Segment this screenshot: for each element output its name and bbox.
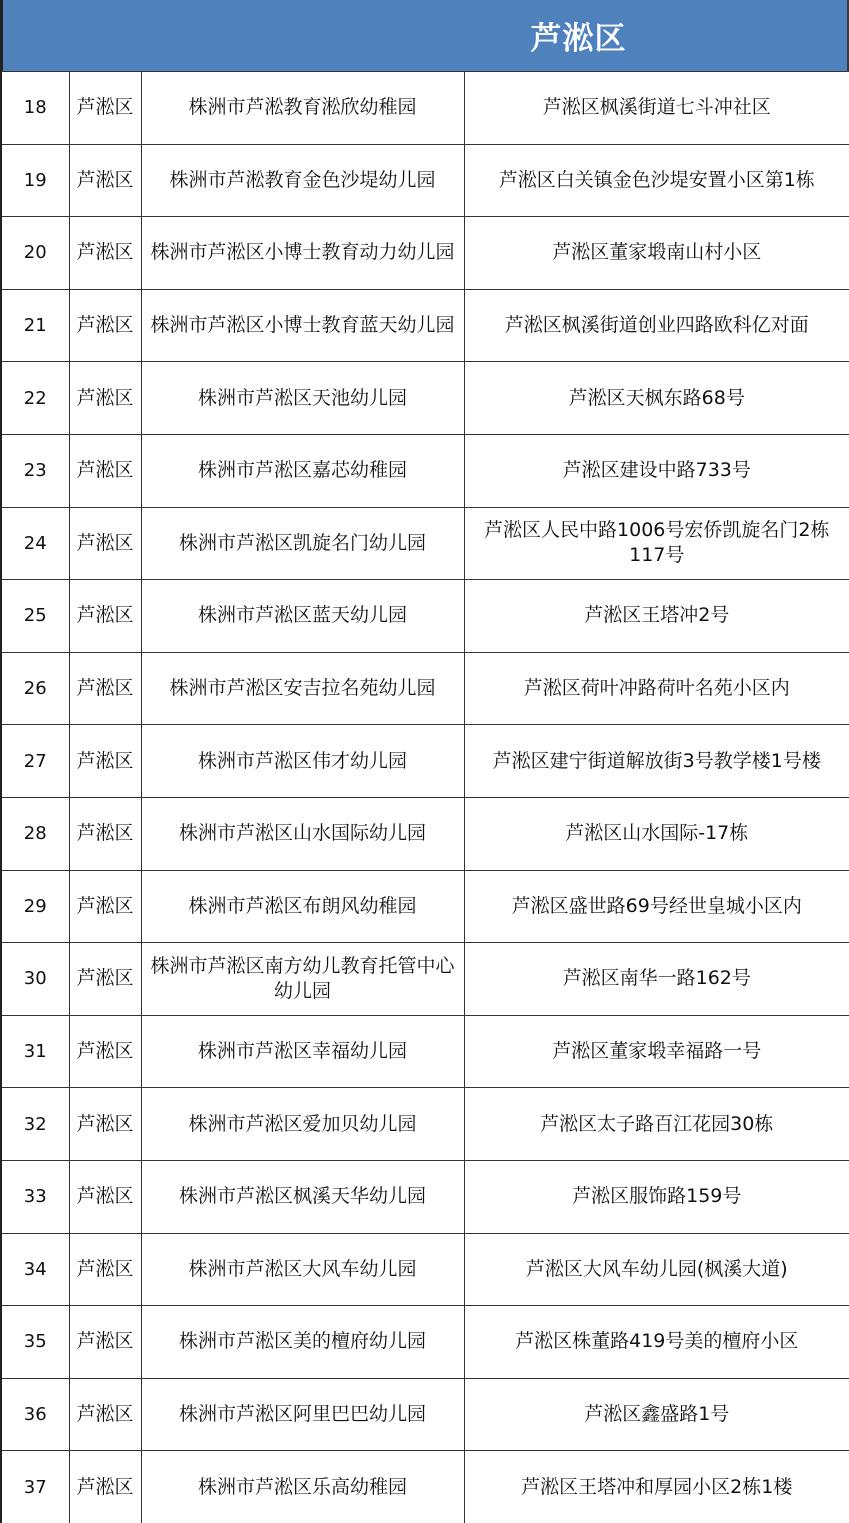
district-cell: 芦淞区 xyxy=(69,1015,141,1088)
table-row xyxy=(1,797,849,870)
district-cell: 芦淞区 xyxy=(69,434,141,507)
address-cell: 芦淞区白关镇金色沙堤安置小区第1栋 xyxy=(464,144,849,217)
kindergarten-name-cell: 株洲市芦淞区美的檀府幼儿园 xyxy=(141,1306,464,1379)
table-row xyxy=(1,943,849,1016)
address-cell: 芦淞区枫溪街道创业四路欧科亿对面 xyxy=(464,289,849,362)
kindergarten-name-cell: 株洲市芦淞区蓝天幼儿园 xyxy=(141,580,464,653)
kindergarten-name-cell: 株洲市芦淞区乐高幼稚园 xyxy=(141,1451,464,1523)
table-row xyxy=(1,1233,849,1306)
table-header-bar xyxy=(0,0,849,71)
table-row xyxy=(1,289,849,362)
district-cell: 芦淞区 xyxy=(69,797,141,870)
row-number-cell: 34 xyxy=(1,1233,69,1306)
district-cell: 芦淞区 xyxy=(69,217,141,290)
kindergarten-name-cell: 株洲市芦淞区伟才幼儿园 xyxy=(141,725,464,798)
row-number-cell: 20 xyxy=(1,217,69,290)
table-row xyxy=(1,217,849,290)
kindergarten-name-cell: 株洲市芦淞区阿里巴巴幼儿园 xyxy=(141,1378,464,1451)
address-cell: 芦淞区天枫东路68号 xyxy=(464,362,849,435)
address-cell: 芦淞区南华一路162号 xyxy=(464,943,849,1016)
kindergarten-name-cell: 株洲市芦淞区天池幼儿园 xyxy=(141,362,464,435)
row-number-cell: 21 xyxy=(1,289,69,362)
kindergarten-name-cell: 株洲市芦淞区枫溪天华幼儿园 xyxy=(141,1160,464,1233)
table-row xyxy=(1,434,849,507)
table-row xyxy=(1,507,849,580)
kindergarten-name-cell: 株洲市芦淞区爱加贝幼儿园 xyxy=(141,1088,464,1161)
kindergarten-name-cell: 株洲市芦淞区凯旋名门幼儿园 xyxy=(141,507,464,580)
district-header-title: 芦淞区 xyxy=(530,21,627,57)
district-cell: 芦淞区 xyxy=(69,507,141,580)
table-row xyxy=(1,652,849,725)
kindergarten-table xyxy=(0,71,849,1523)
address-cell: 芦淞区人民中路1006号宏侨凯旋名门2栋117号 xyxy=(464,507,849,580)
kindergarten-name-cell: 株洲市芦淞区大风车幼儿园 xyxy=(141,1233,464,1306)
district-cell: 芦淞区 xyxy=(69,1160,141,1233)
table-row xyxy=(1,580,849,653)
kindergarten-name-cell: 株洲市芦淞区嘉芯幼稚园 xyxy=(141,434,464,507)
district-cell: 芦淞区 xyxy=(69,1306,141,1379)
row-number-cell: 36 xyxy=(1,1378,69,1451)
row-number-cell: 27 xyxy=(1,725,69,798)
kindergarten-name-cell: 株洲市芦淞区幸福幼儿园 xyxy=(141,1015,464,1088)
table-row xyxy=(1,1015,849,1088)
row-number-cell: 26 xyxy=(1,652,69,725)
table-row xyxy=(1,1306,849,1379)
table-row xyxy=(1,1160,849,1233)
district-cell: 芦淞区 xyxy=(69,870,141,943)
district-cell: 芦淞区 xyxy=(69,289,141,362)
address-cell: 芦淞区服饰路159号 xyxy=(464,1160,849,1233)
row-number-cell: 19 xyxy=(1,144,69,217)
address-cell: 芦淞区董家塅南山村小区 xyxy=(464,217,849,290)
address-cell: 芦淞区鑫盛路1号 xyxy=(464,1378,849,1451)
address-cell: 芦淞区荷叶冲路荷叶名苑小区内 xyxy=(464,652,849,725)
row-number-cell: 18 xyxy=(1,72,69,145)
table-body xyxy=(1,72,849,1523)
district-cell: 芦淞区 xyxy=(69,652,141,725)
kindergarten-name-cell: 株洲市芦淞教育淞欣幼稚园 xyxy=(141,72,464,145)
table-row xyxy=(1,144,849,217)
table-row xyxy=(1,1088,849,1161)
kindergarten-name-cell: 株洲市芦淞区南方幼儿教育托管中心幼儿园 xyxy=(141,943,464,1016)
row-number-cell: 37 xyxy=(1,1451,69,1523)
table-row xyxy=(1,362,849,435)
district-cell: 芦淞区 xyxy=(69,144,141,217)
district-cell: 芦淞区 xyxy=(69,580,141,653)
row-number-cell: 28 xyxy=(1,797,69,870)
table-row xyxy=(1,1451,849,1523)
row-number-cell: 25 xyxy=(1,580,69,653)
district-cell: 芦淞区 xyxy=(69,1233,141,1306)
row-number-cell: 32 xyxy=(1,1088,69,1161)
address-cell: 芦淞区盛世路69号经世皇城小区内 xyxy=(464,870,849,943)
address-cell: 芦淞区山水国际-17栋 xyxy=(464,797,849,870)
kindergarten-name-cell: 株洲市芦淞区山水国际幼儿园 xyxy=(141,797,464,870)
table-row xyxy=(1,72,849,145)
address-cell: 芦淞区大风车幼儿园(枫溪大道) xyxy=(464,1233,849,1306)
district-cell: 芦淞区 xyxy=(69,1088,141,1161)
address-cell: 芦淞区王塔冲和厚园小区2栋1楼 xyxy=(464,1451,849,1523)
address-cell: 芦淞区太子路百江花园30栋 xyxy=(464,1088,849,1161)
row-number-cell: 24 xyxy=(1,507,69,580)
district-cell: 芦淞区 xyxy=(69,362,141,435)
district-cell: 芦淞区 xyxy=(69,1378,141,1451)
table-row xyxy=(1,725,849,798)
district-cell: 芦淞区 xyxy=(69,943,141,1016)
row-number-cell: 29 xyxy=(1,870,69,943)
district-cell: 芦淞区 xyxy=(69,72,141,145)
row-number-cell: 35 xyxy=(1,1306,69,1379)
kindergarten-name-cell: 株洲市芦淞教育金色沙堤幼儿园 xyxy=(141,144,464,217)
address-cell: 芦淞区建设中路733号 xyxy=(464,434,849,507)
kindergarten-name-cell: 株洲市芦淞区安吉拉名苑幼儿园 xyxy=(141,652,464,725)
row-number-cell: 22 xyxy=(1,362,69,435)
row-number-cell: 31 xyxy=(1,1015,69,1088)
address-cell: 芦淞区株董路419号美的檀府小区 xyxy=(464,1306,849,1379)
table-row xyxy=(1,1378,849,1451)
address-cell: 芦淞区枫溪街道七斗冲社区 xyxy=(464,72,849,145)
address-cell: 芦淞区建宁街道解放街3号教学楼1号楼 xyxy=(464,725,849,798)
table-row xyxy=(1,870,849,943)
address-cell: 芦淞区王塔冲2号 xyxy=(464,580,849,653)
row-number-cell: 30 xyxy=(1,943,69,1016)
kindergarten-name-cell: 株洲市芦淞区小博士教育蓝天幼儿园 xyxy=(141,289,464,362)
kindergarten-name-cell: 株洲市芦淞区布朗风幼稚园 xyxy=(141,870,464,943)
row-number-cell: 23 xyxy=(1,434,69,507)
kindergarten-name-cell: 株洲市芦淞区小博士教育动力幼儿园 xyxy=(141,217,464,290)
district-cell: 芦淞区 xyxy=(69,1451,141,1523)
row-number-cell: 33 xyxy=(1,1160,69,1233)
district-cell: 芦淞区 xyxy=(69,725,141,798)
address-cell: 芦淞区董家塅幸福路一号 xyxy=(464,1015,849,1088)
